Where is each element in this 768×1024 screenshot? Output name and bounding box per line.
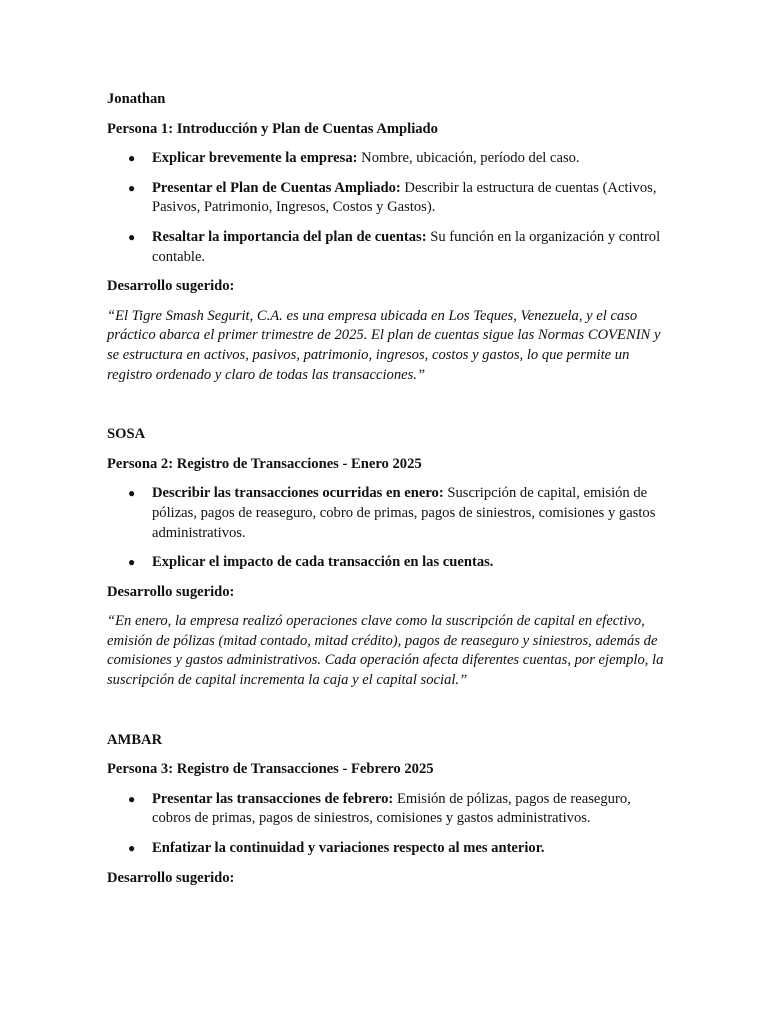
bullet-icon: ● (128, 151, 136, 166)
bullet-lead: Presentar el Plan de Cuentas Ampliado: (152, 179, 401, 196)
bullet-icon: ● (128, 180, 136, 195)
bullet-lead: Presentar las transacciones de febrero: (152, 790, 394, 807)
bullet-icon: ● (128, 841, 136, 856)
presenter-name: SOSA (107, 426, 146, 443)
bullet-lead: Describir las transacciones ocurridas en enero: (152, 485, 444, 502)
bullet-text: Nombre, ubicación, período del caso. (357, 150, 580, 167)
section-heading: Persona 1: Introducción y Plan de Cuentas Ampliado (107, 120, 438, 137)
suggested-quote: “El Tigre Smash Segurit, C.A. es una empresa ubicada en Los Teques, Venezuela, y el caso práctico abarca el primer trimestre de 2025. El plan de cuentas sigue las Normas COVENIN y se estructura en activos, pasivos, patrimonio, ingresos, costos y gastos, lo que permite un registro ordenado y claro de todas las transacciones.” (107, 307, 661, 383)
bullet-list (107, 484, 668, 572)
bullet-lead: Explicar el impacto de cada transacción en las cuentas. (152, 554, 494, 571)
bullet-item (107, 228, 668, 267)
bullet-text: Emisión de pólizas, pagos de reaseguro, cobros de primas, pagos de siniestros, comisiones y gastos administrativos. (152, 790, 631, 827)
bullet-lead: Explicar brevemente la empresa: (152, 150, 358, 167)
bullet-item (107, 149, 668, 169)
bullet-text: Su función en la organización y control contable. (152, 228, 661, 265)
bullet-icon: ● (128, 791, 136, 806)
bullet-item (107, 839, 668, 859)
development-label: Desarrollo sugerido: (107, 278, 235, 295)
bullet-lead: Enfatizar la continuidad y variaciones respecto al mes anterior. (152, 840, 545, 857)
development-label: Desarrollo sugerido: (107, 583, 235, 600)
presenter-name: AMBAR (107, 731, 163, 748)
bullet-icon: ● (128, 555, 136, 570)
bullet-item (107, 553, 668, 573)
section-sosa (107, 425, 668, 691)
bullet-text: Describir la estructura de cuentas (Activos, Pasivos, Patrimonio, Ingresos, Costos y Gastos). (152, 179, 657, 216)
section-jonathan (107, 90, 668, 385)
bullet-item (107, 790, 668, 829)
presenter-name: Jonathan (107, 91, 166, 107)
bullet-list (107, 149, 668, 267)
suggested-quote: “En enero, la empresa realizó operaciones clave como la suscripción de capital en efectivo, emisión de pólizas (mitad contado, mitad crédito), pagos de reaseguro y siniestros, además de comisiones y gastos administrativos. Cada operación afecta diferentes cuentas, por ejemplo, la suscripción de capital incrementa la caja y el capital social.” (107, 613, 664, 689)
section-heading: Persona 2: Registro de Transacciones - Enero 2025 (107, 455, 422, 472)
bullet-icon: ● (128, 486, 136, 501)
bullet-item (107, 484, 668, 543)
bullet-list (107, 790, 668, 859)
section-heading: Persona 3: Registro de Transacciones - Febrero 2025 (107, 761, 434, 778)
development-label: Desarrollo sugerido: (107, 869, 235, 886)
section-ambar (107, 731, 668, 889)
bullet-icon: ● (128, 229, 136, 244)
bullet-lead: Resaltar la importancia del plan de cuentas: (152, 228, 427, 245)
bullet-text: Suscripción de capital, emisión de pólizas, pagos de reaseguro, cobro de primas, pagos de siniestros, comisiones y gastos administrativos. (152, 485, 656, 541)
bullet-item (107, 179, 668, 218)
